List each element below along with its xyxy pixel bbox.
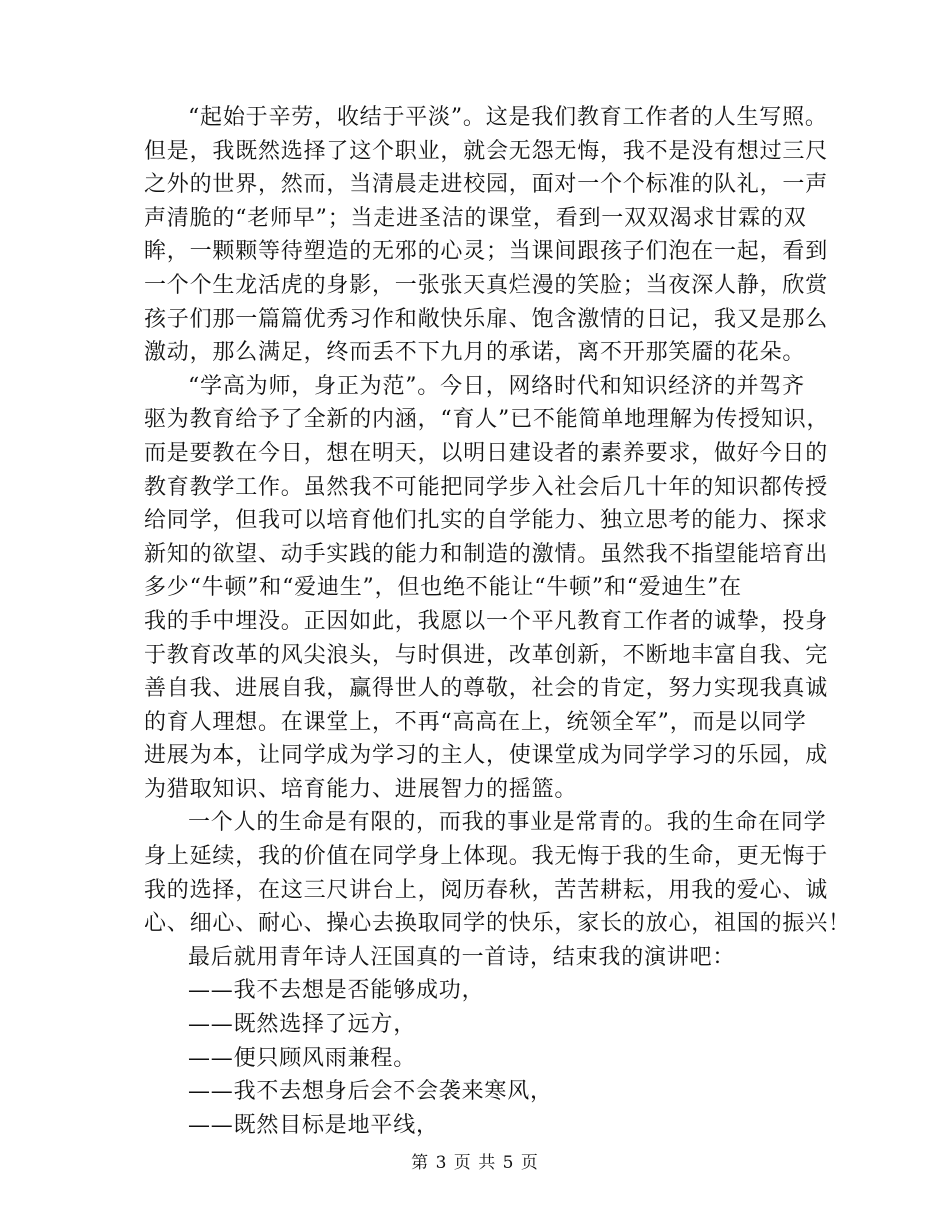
paragraph-line: 身上延续，我的价值在同学身上体现。我无悔于我的生命，更无悔于 (144, 844, 829, 870)
paragraph-line: 激动，那么满足，终而丢不下九月的承诺，离不开那笑靥的花朵。 (144, 340, 806, 366)
poem-line: ——既然目标是地平线， (188, 1112, 439, 1138)
poem-line: ——我不去想是否能够成功， (188, 978, 485, 1004)
paragraph-line: 于教育改革的风尖浪头，与时俱进，改革创新，不断地丰富自我、完 (144, 642, 829, 668)
paragraph-line: 驱为教育给予了全新的内涵，“育人”已不能简单地理解为传授知识， (144, 407, 830, 433)
paragraph-line: “起始于辛劳，收结于平淡”。这是我们教育工作者的人生写照。 (188, 105, 828, 130)
poem-line: ——既然选择了远方， (188, 1012, 417, 1038)
paragraph-line: 最后就用青年诗人汪国真的一首诗，结束我的演讲吧： (188, 944, 736, 970)
paragraph-line: 教育教学工作。虽然我不可能把同学步入社会后几十年的知识都传授 (144, 474, 829, 500)
paragraph-line: 我的手中埋没。正因如此，我愿以一个平凡教育工作者的诚挚，投身 (144, 608, 829, 634)
poem-line: ——便只顾风雨兼程。 (188, 1045, 417, 1071)
paragraph-line: 一个人的生命是有限的，而我的事业是常青的。我的生命在同学 (188, 810, 827, 836)
paragraph-line: 一个个生龙活虎的身影，一张张天真烂漫的笑脸；当夜深人静，欣赏 (144, 272, 829, 298)
paragraph-line: 而是要教在今日，想在明天，以明日建设者的素养要求，做好今日的 (144, 440, 829, 466)
paragraph-line: 之外的世界，然而，当清晨走进校园，面对一个个标准的队礼，一声 (144, 172, 829, 198)
paragraph-line: 新知的欲望、动手实践的能力和制造的激情。虽然我不指望能培育出 (144, 541, 829, 567)
paragraph-line: 声清脆的“老师早”；当走进圣洁的课堂，看到一双双渴求甘霖的双 (144, 205, 807, 231)
paragraph-line: 但是，我既然选择了这个职业，就会无怨无悔，我不是没有想过三尺 (144, 138, 829, 164)
paragraph-line: 善自我、进展自我，赢得世人的尊敬，社会的肯定，努力实现我真诚 (144, 676, 829, 702)
paragraph-line: 我的选择，在这三尺讲台上，阅历春秋，苦苦耕耘，用我的爱心、诚 (144, 877, 829, 903)
paragraph-line: 为猎取知识、培育能力、进展智力的摇篮。 (144, 776, 578, 802)
poem-line: ——我不去想身后会不会袭来寒风， (188, 1079, 553, 1105)
paragraph-line: 多少“牛顿”和“爱迪生”，但也绝不能让“牛顿”和“爱迪生”在 (144, 575, 742, 601)
page-number-footer: 第 3 页 共 5 页 (411, 1153, 539, 1173)
body-text (144, 101, 851, 1142)
paragraph-line: 孩子们那一篇篇优秀习作和敞快乐扉、饱含激情的日记，我又是那么 (144, 306, 829, 332)
paragraph-line: 眸，一颗颗等待塑造的无邪的心灵；当课间跟孩子们泡在一起，看到 (144, 239, 829, 265)
paragraph-line: 给同学，但我可以培育他们扎实的自学能力、独立思考的能力、探求 (144, 508, 829, 534)
paragraph-line: 进展为本，让同学成为学习的主人，使课堂成为同学学习的乐园，成 (144, 743, 829, 769)
paragraph-line: 心、细心、耐心、操心去换取同学的快乐，家长的放心，祖国的振兴！ (144, 911, 851, 937)
paragraph-line: 的育人理想。在课堂上，不再“高高在上，统领全军”，而是以同学 (144, 709, 807, 735)
paragraph-line: “学高为师，身正为范”。今日，网络时代和知识经济的并驾齐 (188, 373, 805, 399)
